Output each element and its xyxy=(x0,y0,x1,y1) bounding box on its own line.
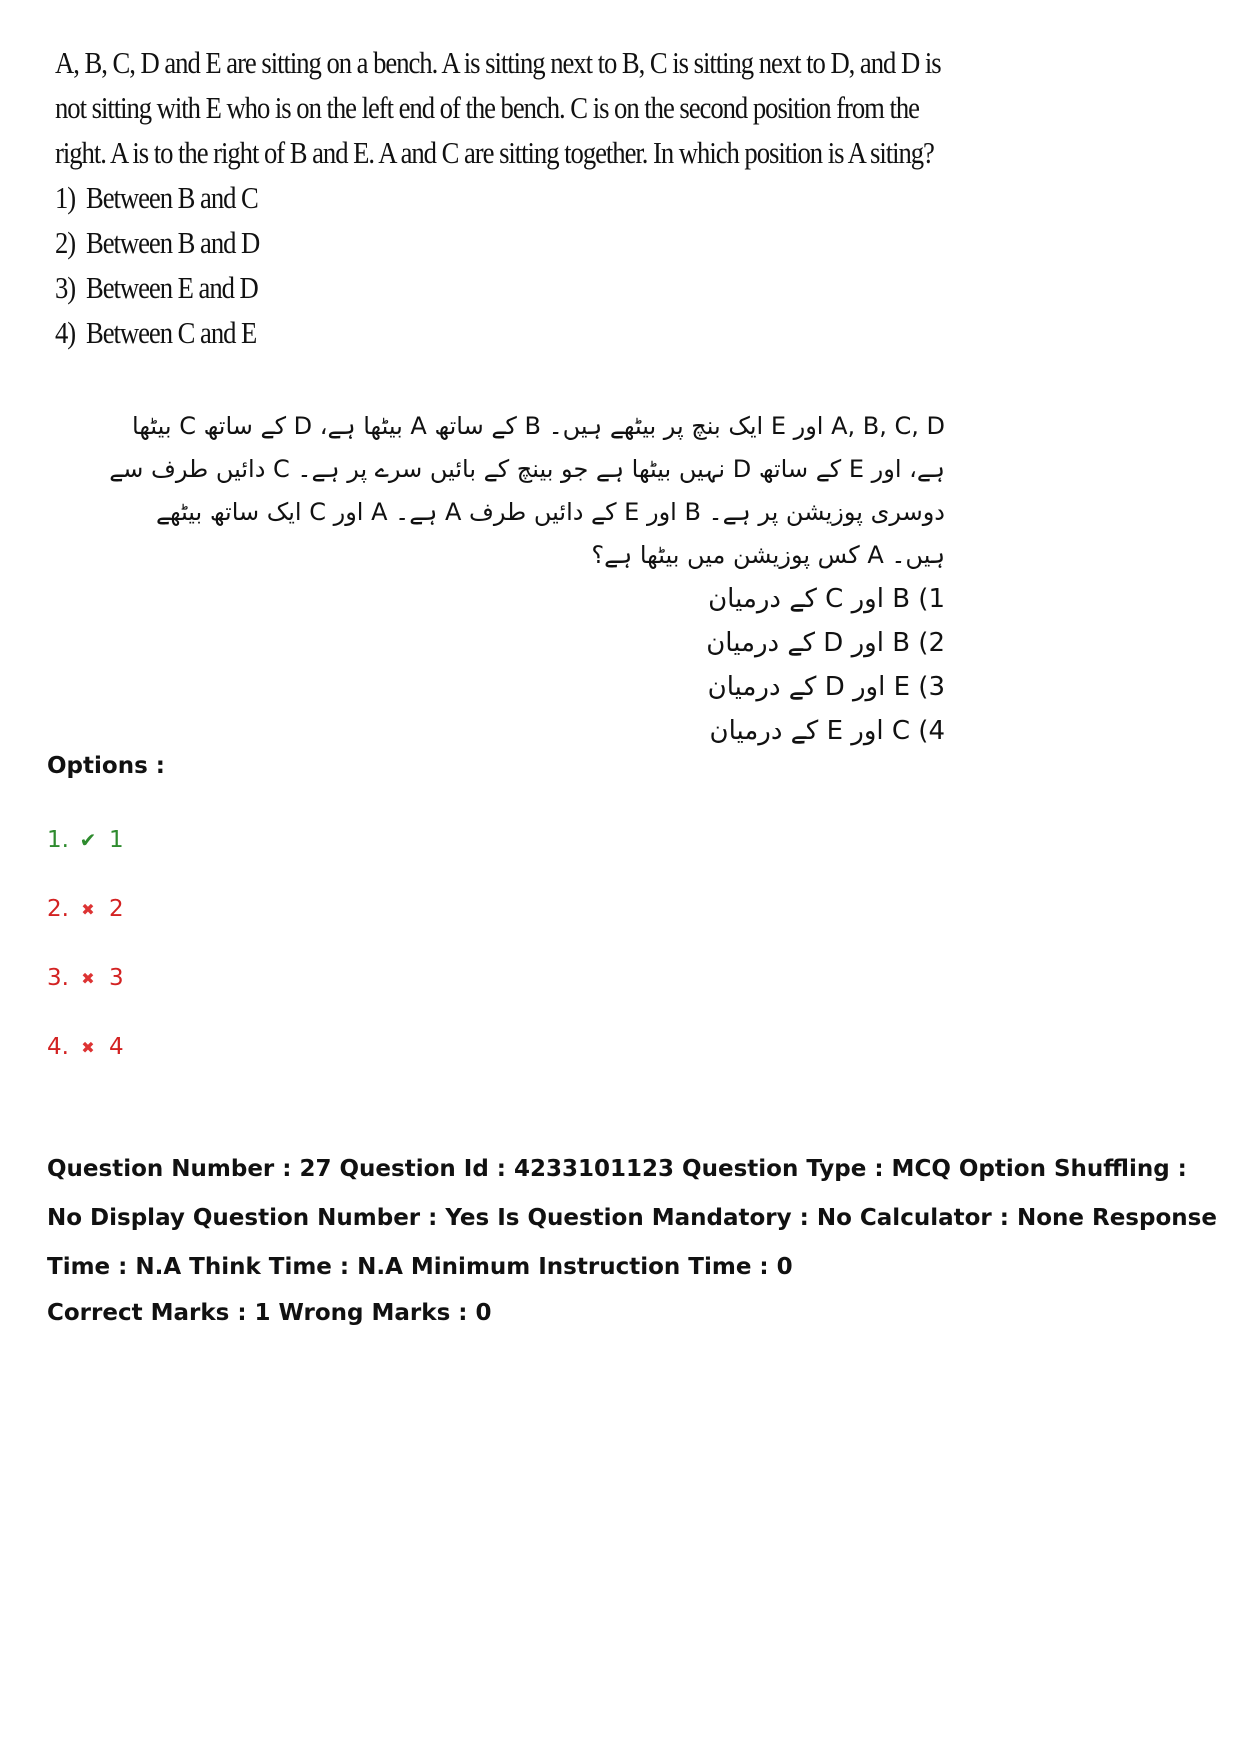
question-english xyxy=(55,40,967,355)
choice-item: 4) Between C and E xyxy=(55,315,257,350)
option-1 xyxy=(47,827,124,853)
option-label: 3 xyxy=(108,965,124,991)
option-index: 1. xyxy=(47,827,69,853)
choice-item: 1) Between B and C xyxy=(55,180,258,215)
cross-icon: ✖ xyxy=(81,968,95,988)
choice-item-urdu: 3) E اور D کے درمیان xyxy=(707,672,945,702)
question-urdu xyxy=(55,405,945,753)
question-line: right. A is to the right of B and E. A and C are sitting together. In which position is A siting? xyxy=(55,135,934,170)
option-label: 1 xyxy=(108,827,124,853)
option-4 xyxy=(47,1034,124,1060)
choice-item: 2) Between B and D xyxy=(55,225,260,260)
question-urdu-paragraph: A, B, C, D اور E ایک بنچ پر بیٹھے ہیں۔ B کے ساتھ A بیٹھا ہے، D کے ساتھ C بیٹھا ہے، اور E کے ساتھ D نہیں بیٹھا ہے جو بینچ کے بائیں سرے پر ہے۔ C دائیں طرف سے دوسری پوزیشن پر ہے۔ B اور E کے دائیں طرف A ہے۔ A اور C ایک ساتھ بیٹھے ہیں۔ A کس پوزیشن میں بیٹھا ہے؟ xyxy=(109,412,945,569)
marks-info: Correct Marks : 1 Wrong Marks : 0 xyxy=(47,1300,492,1326)
option-label: 2 xyxy=(108,896,124,922)
question-choices-urdu xyxy=(55,577,945,753)
choice-item: 3) Between E and D xyxy=(55,270,258,305)
option-index: 4. xyxy=(47,1034,69,1060)
question-metadata: Question Number : 27 Question Id : 4233101123 Question Type : MCQ Option Shuffling : No Display Question Number : Yes Is Question Mandatory : No Calculator : None Response Time : N.A Think Time : N.A Minimum Instruction Time : 0 xyxy=(47,1156,1217,1280)
choice-item-urdu: 4) C اور E کے درمیان xyxy=(709,716,945,746)
choice-item-urdu: 2) B اور D کے درمیان xyxy=(706,628,945,658)
option-label: 4 xyxy=(108,1034,124,1060)
choice-item-urdu: 1) B اور C کے درمیان xyxy=(708,584,945,614)
question-image xyxy=(55,40,955,746)
option-2 xyxy=(47,896,124,922)
question-choices-english xyxy=(55,175,967,355)
question-line: not sitting with E who is on the left end of the bench. C is on the second position from the xyxy=(55,90,919,125)
option-index: 2. xyxy=(47,896,69,922)
option-3 xyxy=(47,965,124,991)
option-index: 3. xyxy=(47,965,69,991)
question-line: A, B, C, D and E are sitting on a bench. A is sitting next to B, C is sitting next to D, and D is xyxy=(55,45,941,80)
check-icon: ✔ xyxy=(79,828,97,852)
cross-icon: ✖ xyxy=(81,899,95,919)
cross-icon: ✖ xyxy=(81,1037,95,1057)
options-heading: Options : xyxy=(47,753,165,779)
